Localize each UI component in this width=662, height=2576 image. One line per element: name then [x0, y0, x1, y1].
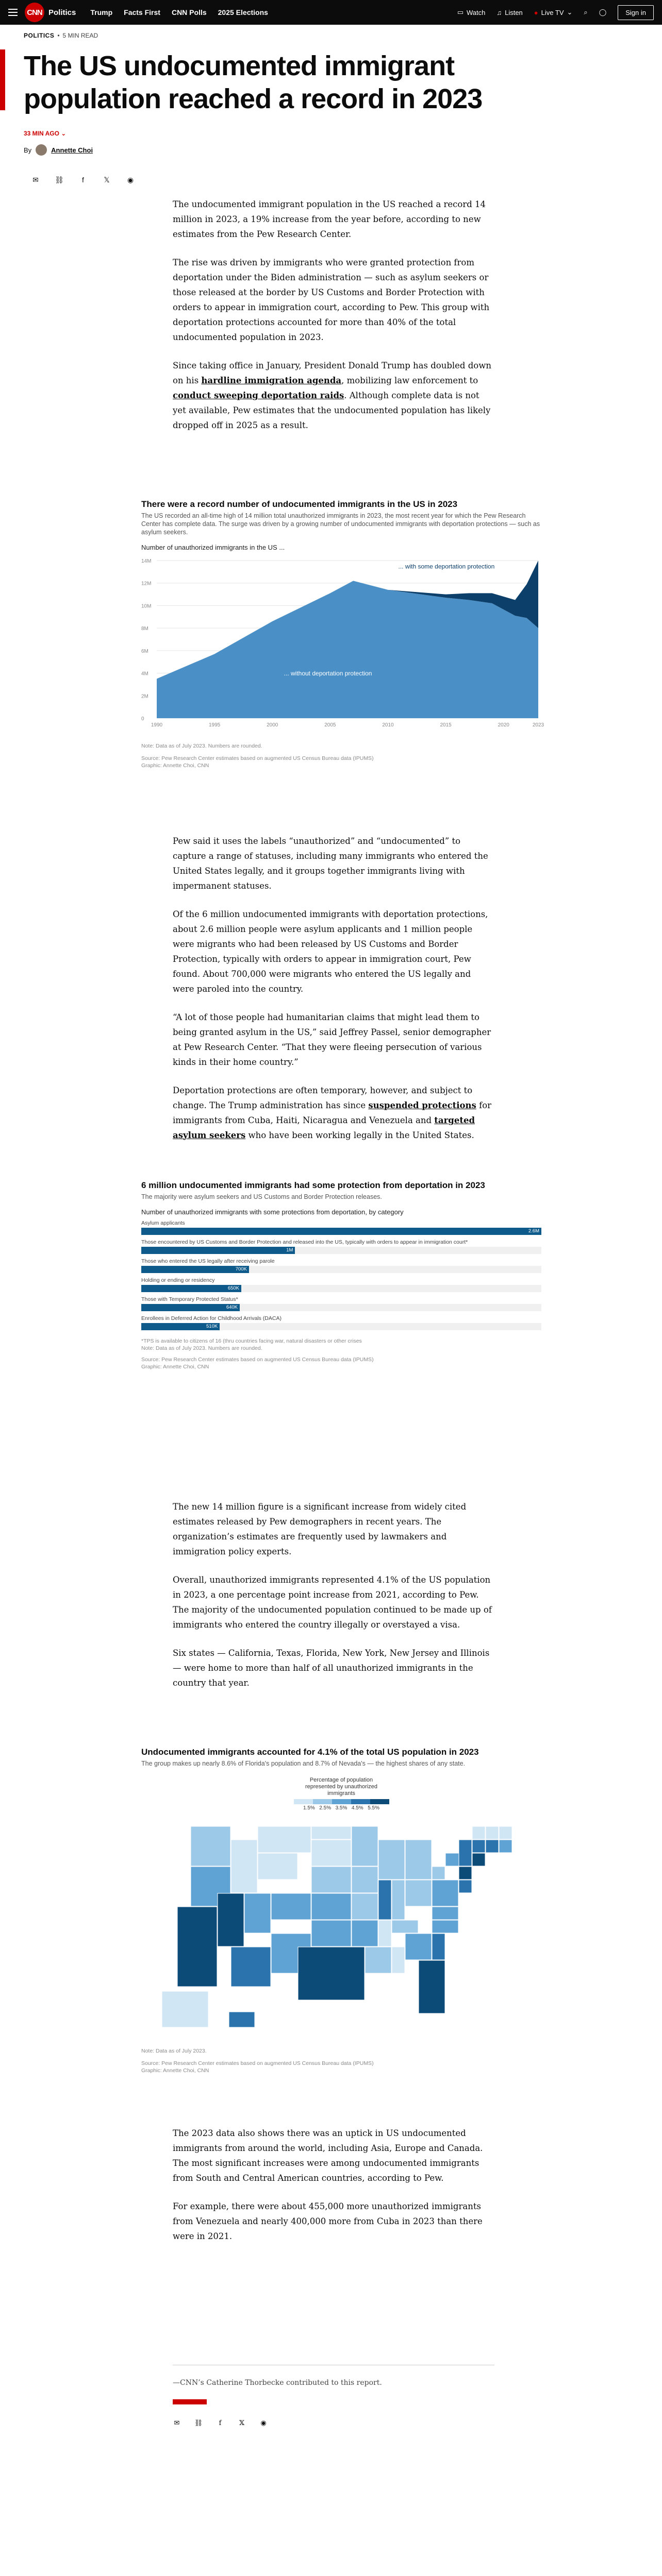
chart-footnote: *TPS is available to citizens of 16 (thru countries facing war, natural disasters or other crises [141, 1338, 362, 1344]
nav-link-trump[interactable]: Trump [90, 8, 113, 16]
y-tick-label: 8M [141, 626, 148, 632]
chart-subtitle: The group makes up nearly 8.6% of Florida's population and 8.7% of Nevada's — the highest shares of any state. [141, 1760, 466, 1767]
page-title: The US undocumented immigrant population reached a record in 2023 [24, 50, 483, 114]
headline-accent-bar [0, 49, 5, 110]
bar [141, 1304, 240, 1311]
chart-label: Number of unauthorized immigrants with some protections from deportation, by category [141, 1208, 404, 1216]
sign-in-button[interactable]: Sign in [618, 5, 654, 20]
y-tick-label: 0 [141, 716, 144, 722]
state-ia [352, 1867, 378, 1893]
state-ca [177, 1907, 217, 1987]
state-sd [311, 1840, 351, 1866]
state-id [231, 1840, 257, 1893]
x-tick-label: 2000 [267, 722, 278, 728]
bar [141, 1247, 295, 1254]
legend-label: 3.5% [335, 1805, 347, 1811]
state-mt [258, 1826, 311, 1853]
state-ok [311, 1920, 351, 1946]
legend-swatch [313, 1799, 332, 1804]
state-ny [459, 1840, 472, 1866]
chart-note: Note: Data as of July 2023. [141, 2048, 207, 2054]
bar-value-label: 510K [206, 1324, 218, 1329]
bar-track [141, 1323, 541, 1330]
state-nj [472, 1853, 485, 1866]
legend-label: 4.5% [351, 1805, 363, 1811]
contributor-block [173, 2365, 494, 2427]
tv-icon: ▭ [457, 8, 464, 16]
chart-note: Note: Data as of July 2023. Numbers are rounded. [141, 1345, 262, 1351]
bar-label: Those encountered by US Customs and Border Protection and released into the US, typically with orders to appear in immigration court* [141, 1239, 468, 1245]
paragraph: “A lot of those people had humanitarian claims that might lead them to being granted asylum in the US,” said Jeffrey Passel, senior demographer at Pew Research Center. “That they were fleeing persecution of various kinds in their home country.” [173, 1012, 491, 1067]
chart-title: Undocumented immigrants accounted for 4.1% of the total US population in 2023 [141, 1747, 479, 1757]
chart-record-undocumented [141, 499, 544, 769]
state-ne [311, 1867, 351, 1893]
chart-title: There were a record number of undocumented immigrants in the US in 2023 [141, 499, 458, 509]
state-nv [218, 1893, 244, 1946]
paragraph: Overall, unauthorized immigrants represented 4.1% of the US population in 2023, a one percentage point increase from 2021, according to Pew. The majority of the undocumented population continued to be made up of immigrants who entered the country illegally or overstayed a visa. [173, 1575, 492, 1630]
chevron-down-icon: ⌄ [567, 8, 573, 16]
bar-row [141, 1277, 541, 1292]
bar-value-label: 650K [227, 1285, 239, 1291]
state-nh [486, 1826, 499, 1839]
state-ky [392, 1920, 418, 1933]
state-oh [405, 1880, 432, 1906]
article-body-4 [173, 2126, 494, 2257]
legend-swatch [370, 1799, 389, 1804]
state-vt [472, 1826, 485, 1839]
bar-track [141, 1228, 541, 1235]
state-fl [419, 1960, 445, 2013]
legend-swatches [294, 1799, 389, 1804]
legend-label: 2.5% [319, 1805, 332, 1811]
legend-title: Percentage of population represented by unauthorized immigrants [305, 1777, 378, 1797]
share-bar-bottom [173, 2419, 494, 2427]
bar-label: Those with Temporary Protected Status* [141, 1296, 238, 1302]
publish-time[interactable]: 33 MIN AGO ⌄ [24, 130, 67, 137]
area-chart [141, 555, 544, 736]
state-ks [311, 1893, 351, 1920]
email-icon[interactable]: ✉ [32, 175, 39, 184]
x-icon[interactable]: 𝕏 [239, 2419, 245, 2427]
legend-label: 1.5% [303, 1805, 315, 1811]
chart-source: Source: Pew Research Center estimates based on augmented US Census Bureau data (IPUMS) [141, 2060, 374, 2066]
state-mi [405, 1840, 432, 1879]
chart-subtitle: The majority were asylum seekers and US Customs and Border Protection releases. [141, 1193, 382, 1200]
state-me [499, 1826, 512, 1839]
nav-links [90, 8, 268, 16]
y-tick-label: 4M [141, 671, 148, 677]
map-legend [141, 1777, 541, 1811]
state-mo [352, 1893, 378, 1920]
paragraph: The 2023 data also shows there was an uptick in US undocumented immigrants from around the world, including Asia, Europe and Canada. The most significant increases were among undocumented immigrants from South and Central American countries, according to Pew. [173, 2128, 483, 2183]
reddit-icon[interactable]: ◉ [127, 175, 134, 184]
bar-row [141, 1315, 541, 1330]
reddit-icon[interactable]: ◉ [260, 2419, 267, 2427]
series-label-without-protection: ... without deportation protection [284, 669, 372, 677]
bar-row [141, 1258, 541, 1273]
listen-button[interactable]: ♫ Listen [496, 8, 523, 16]
chart-credit: Graphic: Annette Choi, CNN [141, 1364, 209, 1370]
byline: By Annette Choi [0, 137, 662, 156]
x-tick-label: 2005 [324, 722, 336, 728]
bar-label: Enrollees in Deferred Action for Childhood Arrivals (DACA) [141, 1315, 282, 1321]
cnn-logo[interactable]: CNN [25, 3, 44, 22]
state-ct [472, 1840, 485, 1853]
headphones-icon: ♫ [496, 8, 502, 16]
breadcrumb: POLITICS • 5 MIN READ [24, 32, 98, 39]
breadcrumb-section[interactable]: POLITICS [24, 32, 55, 39]
bar-track [141, 1266, 541, 1273]
email-icon[interactable]: ✉ [174, 2419, 180, 2427]
bar-value-label: 1M [286, 1247, 293, 1253]
end-red-bar [173, 2399, 207, 2404]
bar [141, 1323, 220, 1330]
avatar [36, 144, 47, 156]
bar [141, 1228, 541, 1235]
facebook-icon[interactable]: f [82, 176, 84, 184]
share-bar [0, 156, 662, 184]
paragraph: Of the 6 million undocumented immigrants with deportation protections, about 2.6 million people were asylum applicants and 1 million people were migrants who had been released by US Customs and Border Protection, typically with orders to appear in immigration court, Pew found. About 700,000 were migrants who entered the US legally and were paroled into the country. [173, 909, 488, 994]
state-co [271, 1893, 311, 1920]
bar-track [141, 1247, 541, 1254]
account-icon[interactable]: ◯ [599, 8, 607, 16]
x-icon[interactable]: 𝕏 [104, 175, 110, 184]
bar-label: Asylum applicants [141, 1220, 185, 1226]
paragraph: The undocumented immigrant population in the US reached a record 14 million in 2023, a 19% increase from the year before, according to new estimates from the Pew Research Center. [173, 199, 486, 239]
us-choropleth-map [141, 1816, 541, 2043]
bar-track [141, 1285, 541, 1292]
state-ms [392, 1947, 405, 1973]
paragraph: Pew said it uses the labels “unauthorized” and “undocumented” to capture a range of statuses, including many immigrants who entered the United States legally, and it groups together immigrants living with impermanent statuses. [173, 836, 488, 891]
state-wv [432, 1867, 445, 1879]
y-tick-label: 2M [141, 693, 148, 700]
legend-labels [303, 1805, 379, 1811]
x-tick-label: 2015 [440, 722, 452, 728]
nav-link-cnn-polls[interactable]: CNN Polls [171, 8, 207, 16]
chart-title: 6 million undocumented immigrants had some protection from deportation in 2023 [141, 1180, 485, 1190]
bar-row [141, 1220, 541, 1235]
legend-swatch [351, 1799, 370, 1804]
y-tick-label: 14M [141, 558, 152, 564]
top-nav [0, 0, 662, 25]
legend-swatch [294, 1799, 313, 1804]
state-nc [432, 1907, 458, 1920]
bar [141, 1285, 241, 1292]
link-icon[interactable]: ⛓ [194, 2419, 203, 2427]
paragraph: Six states — California, Texas, Florida, New York, New Jersey and Illinois — were home to more than half of all unauthorized immigrants in the country that year. [173, 1648, 490, 1688]
search-icon[interactable]: ⌕ [584, 8, 588, 16]
state-tn [378, 1920, 391, 1946]
state-sc [432, 1920, 458, 1933]
state-ar [352, 1920, 378, 1946]
x-tick-label: 2020 [498, 722, 509, 728]
article-body-2 [173, 834, 494, 1156]
paragraph: Since taking office in January, President Donald Trump has doubled down on his hardline immigration agenda, mobilizing law enforcement to conduct sweeping deportation raids. Although complete data is not yet available, Pew estimates that the undocumented population has likely dropped off in 2025 as a result. [173, 361, 491, 430]
state-nd [311, 1826, 351, 1839]
state-wi [378, 1840, 405, 1879]
chart-credit: Graphic: Annette Choi, CNN [141, 762, 209, 769]
contributor-note: —CNN’s Catherine Thorbecke contributed to this report. [173, 2379, 382, 2387]
paragraph: Deportation protections are often temporary, however, and subject to change. The Trump administration has since suspended protections for immigrants from Cuba, Haiti, Nicaragua and Venezuela and targeted asylum seekers who have been working legally in the United States. [173, 1086, 492, 1140]
state-in [392, 1880, 405, 1920]
state-de [459, 1880, 472, 1893]
bar-value-label: 2.6M [528, 1228, 539, 1234]
read-time: 5 MIN READ [62, 32, 98, 39]
state-wy [258, 1853, 297, 1879]
legend-swatch [332, 1799, 351, 1804]
nav-link-elections[interactable]: 2025 Elections [218, 8, 268, 16]
state-al [405, 1934, 432, 1960]
paragraph: The rise was driven by immigrants who were granted protection from deportation under the Biden administration — such as asylum seekers or those released at the border by US Customs and Border Protection with orders to appear in immigration court, according to Pew. This group with deportation protections accounted for more than 40% of the total undocumented population in 2023. [173, 258, 490, 342]
bar-row [141, 1239, 541, 1254]
live-tv-button[interactable]: ● Live TV ⌄ [534, 8, 573, 16]
nav-section-title[interactable]: Politics [48, 8, 76, 17]
state-ak [162, 1991, 208, 2027]
bar-value-label: 700K [235, 1266, 247, 1272]
state-wa [191, 1826, 230, 1866]
bar-value-label: 640K [226, 1304, 238, 1310]
chart-source: Source: Pew Research Center estimates based on augmented US Census Bureau data (IPUMS) [141, 1357, 374, 1363]
state-md [459, 1867, 472, 1879]
chart-label: Number of unauthorized immigrants in the US ... [141, 544, 285, 551]
watch-button[interactable]: ▭ Watch [457, 8, 486, 16]
series-label-with-protection: ... with some deportation protection [398, 563, 495, 570]
chart-subtitle: The US recorded an all-time high of 14 million total unauthorized immigrants in 2023, the most recent year for which the Pew Research Center has complete data. The surge was driven by a growing number of undocumented immigrants with deportation protections — such as asylum seekers. [141, 512, 540, 536]
deportation-raids-link[interactable]: conduct sweeping deportation raids [173, 391, 344, 400]
article-body-1 [173, 197, 494, 446]
y-tick-label: 6M [141, 648, 148, 654]
y-tick-label: 10M [141, 603, 152, 609]
chart-deportation-protection [141, 1180, 541, 1370]
menu-icon[interactable] [8, 9, 18, 16]
paragraph: The new 14 million figure is a significant increase from widely cited estimates released by Pew demographers in recent years. The organization’s estimates are frequently used by lawmakers and immigration policy experts. [173, 1502, 467, 1556]
state-ga [432, 1934, 445, 1960]
bar [141, 1266, 249, 1273]
state-il [378, 1880, 391, 1920]
x-tick-label: 2010 [382, 722, 394, 728]
state-ma [486, 1840, 499, 1853]
state-hi [229, 2012, 255, 2027]
bar-chart [141, 1220, 541, 1330]
legend-label: 5.5% [368, 1805, 379, 1811]
chart-state-map [141, 1747, 541, 2074]
state-tx [298, 1947, 365, 2000]
bar-label: Holding or ending or residency [141, 1277, 215, 1283]
link-icon[interactable]: ⛓ [55, 175, 64, 184]
state-mn [352, 1826, 378, 1866]
article-body-3 [173, 1499, 494, 1704]
x-tick-label: 1995 [208, 722, 221, 728]
suspended-protections-link[interactable]: suspended protections [368, 1100, 476, 1110]
bar-row [141, 1296, 541, 1311]
x-tick-label: 1990 [151, 722, 163, 728]
chart-note: Note: Data as of July 2023. Numbers are rounded. [141, 743, 262, 749]
bar-label: Those who entered the US legally after receiving parole [141, 1258, 275, 1264]
state-ri [499, 1840, 512, 1853]
bar-track [141, 1304, 541, 1311]
state-la [365, 1947, 391, 1973]
targeted-asylum-link[interactable]: targeted asylum seekers [173, 1115, 475, 1140]
headline-block [0, 39, 662, 121]
author-link[interactable]: Annette Choi [51, 146, 93, 154]
x-tick-label: 2023 [532, 722, 544, 728]
live-dot-icon: ● [534, 8, 538, 16]
facebook-icon[interactable]: f [219, 2419, 222, 2427]
paragraph: For example, there were about 455,000 more unauthorized immigrants from Venezuela and nearly 400,000 more from Cuba in 2023 than there were in 2021. [173, 2201, 483, 2241]
chart-source: Source: Pew Research Center estimates based on augmented US Census Bureau data (IPUMS) [141, 755, 374, 761]
nav-link-facts-first[interactable]: Facts First [124, 8, 160, 16]
state-va [432, 1880, 458, 1906]
state-az [231, 1947, 271, 1987]
chart-credit: Graphic: Annette Choi, CNN [141, 2067, 209, 2074]
y-tick-label: 12M [141, 581, 152, 587]
state-ut [244, 1893, 271, 1933]
hardline-immigration-link[interactable]: hardline immigration agenda [201, 376, 342, 385]
